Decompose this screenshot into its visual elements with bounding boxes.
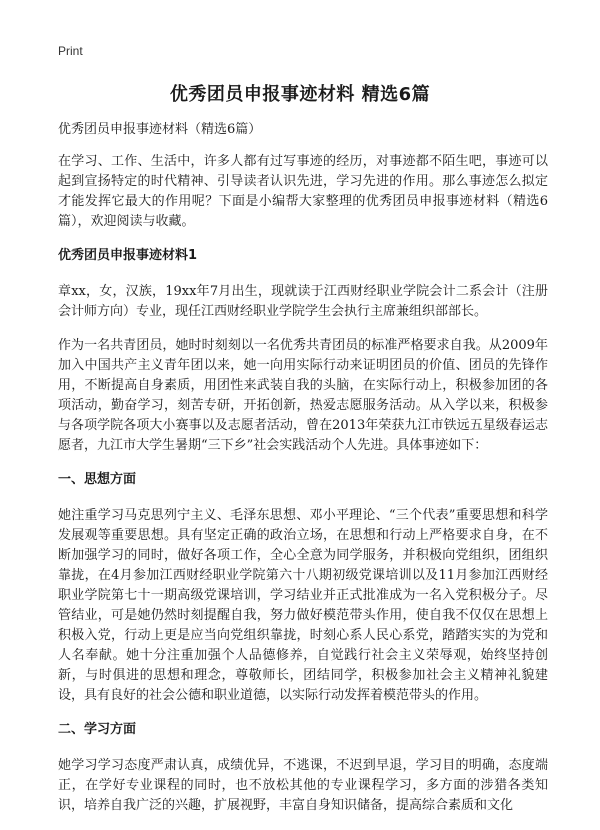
- heading-ideology: 一、思想方面: [58, 472, 137, 487]
- study-paragraph: 她学习学习态度严肃认真，成绩优异，不逃课，不迟到早退，学习目的明确，态度端正，在学好专业课程的同时，也不放松其他的专业课程学习，多方面的涉猎各类知识，培养自我广泛的兴趣，扩展视野，丰富自身知识储备，提高综合素质和文化: [58, 758, 548, 813]
- print-link[interactable]: Print: [58, 44, 83, 58]
- intro-paragraph: 在学习、工作、生活中，许多人都有过写事迹的经历，对事迹都不陌生吧，事迹可以起到宣扬特定的时代精神、引导读者认识先进，学习先进的作用。那么事迹怎么拟定才能发挥它最大的作用呢？下面是小编帮大家整理的优秀团员申报事迹材料（精选6篇），欢迎阅读与收藏。: [58, 154, 548, 229]
- section-title: 优秀团员申报事迹材料1: [58, 248, 198, 263]
- ideology-paragraph: 她注重学习马克思列宁主义、毛泽东思想、邓小平理论、“三个代表”重要思想和科学发展观等重要思想。具有坚定正确的政治立场，在思想和行动上严格要求自身，在不断加强学习的同时，做好各项工作，全心全意为同学服务，并积极向党组织，团组织靠拢，在4月参加江西财经职业学院第六十八期初级党课培训以及11月参加江西财经职业学院第七十一期高级党课培训，学习结业并正式批准成为一名入党积极分子。尽管结业，可是她仍然时刻提醒自我，努力做好模范带头作用，使自我不仅仅在思想上积极入党，行动上更是应当向党组织靠拢，时刻心系人民心系党，踏踏实实的为党和人名奉献。她十分注重加强个人品德修养，自觉践行社会主义荣辱观，始终坚持创新，与时俱进的思想和理念，尊敬师长，团结同学，积极参加社会主义精神礼貌建设，具有良好的社会公德和职业道德，以实际行动发挥着模范带头的作用。: [58, 508, 548, 703]
- page-title: 优秀团员申报事迹材料 精选6篇: [169, 84, 431, 105]
- document-body: [58, 120, 548, 830]
- document-subtitle: 优秀团员申报事迹材料（精选6篇）: [58, 122, 262, 137]
- heading-study: 二、学习方面: [58, 722, 137, 737]
- bio-paragraph: 章xx，女，汉族，19xx年7月出生，现就读于江西财经职业学院会计二系会计（注册会计师方向）专业，现任江西财经职业学院学生会执行主席兼组织部部长。: [58, 284, 548, 319]
- deeds-paragraph: 作为一名共青团员，她时时刻刻以一名优秀共青团员的标准严格要求自我。从2009年加入中国共产主义青年团以来，她一向用实际行动来证明团员的价值、团员的先锋作用，不断提高自身素质，用团性来武装自我的头脑，在实际行动上，积极参加团的各项活动，勤奋学习，刻苦专研，开拓创新，热爱志愿服务活动。从入学以来，积极参与各项学院各项大小赛事以及志愿者活动，曾在2013年荣获九江市铁远五星级春运志愿者，九江市大学生暑期“三下乡”社会实践活动个人先进。具体事迹如下：: [58, 338, 548, 453]
